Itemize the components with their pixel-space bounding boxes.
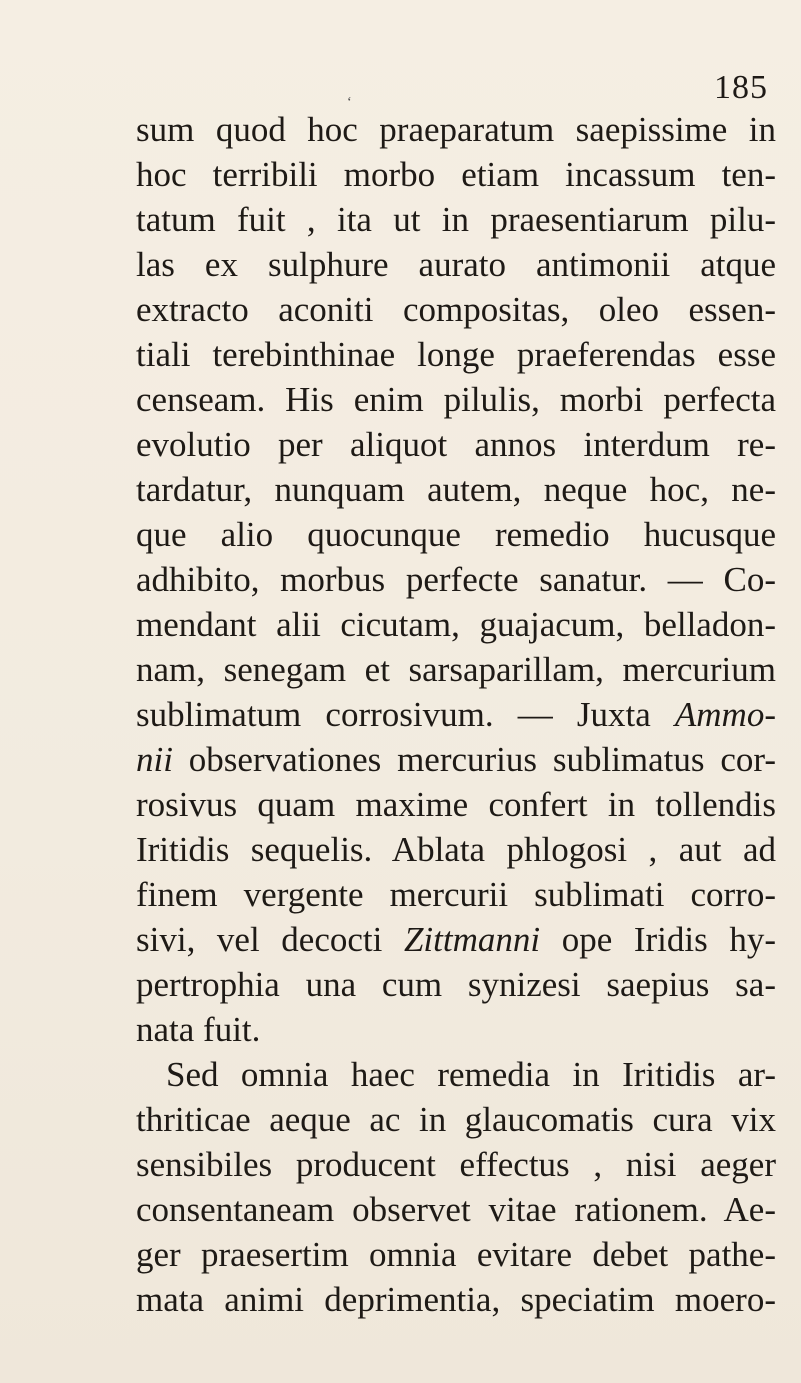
text-line: pertrophia una cum synizesi saepius sa- xyxy=(136,965,776,1004)
text-line: nata fuit. xyxy=(136,1010,261,1049)
text-line: Iritidis sequelis. Ablata phlogosi , aut ad xyxy=(136,830,776,869)
italic-name: Zittmanni xyxy=(403,920,541,959)
text-line: nam, senegam et sarsaparillam, mercurium xyxy=(136,650,776,689)
italic-name: Ammo- xyxy=(674,695,776,734)
italic-name: nii xyxy=(136,740,173,779)
text-line: mata animi deprimentia, speciatim moero- xyxy=(136,1280,776,1319)
text-line: sivi, vel decocti Zittmanni ope Iridis hy- xyxy=(136,920,776,959)
page-number: 185 xyxy=(714,69,768,106)
text-line: evolutio per aliquot annos interdum re- xyxy=(136,425,776,464)
text-line: sensibiles producent effectus , nisi aeger xyxy=(136,1145,776,1184)
text-line: thriticae aeque ac in glaucomatis cura vix xyxy=(136,1100,776,1139)
text-line: sublimatum corrosivum. — Juxta Ammo- xyxy=(136,695,776,734)
text-line: consentaneam observet vitae rationem. Ae- xyxy=(136,1190,776,1229)
text-line: tiali terebinthinae longe praeferendas esse xyxy=(136,335,776,374)
text-line: tardatur, nunquam autem, neque hoc, ne- xyxy=(136,470,776,509)
body-text xyxy=(136,107,776,1322)
text-line: las ex sulphure aurato antimonii atque xyxy=(136,245,776,284)
text-line: ger praesertim omnia evitare debet pathe- xyxy=(136,1235,776,1274)
text-line: censeam. His enim pilulis, morbi perfecta xyxy=(136,380,776,419)
text-line: extracto aconiti compositas, oleo essen- xyxy=(136,290,776,329)
text-line: nii observationes mercurius sublimatus cor- xyxy=(136,740,776,779)
text-line: sum quod hoc praeparatum saepissime in xyxy=(136,110,776,149)
text-line: tatum fuit , ita ut in praesentiarum pilu- xyxy=(136,200,776,239)
margin-mark: ‘ xyxy=(347,95,352,110)
paragraph-start-line: Sed omnia haec remedia in Iritidis ar- xyxy=(166,1055,776,1094)
text-line: mendant alii cicutam, guajacum, belladon- xyxy=(136,605,776,644)
text-line: rosivus quam maxime confert in tollendis xyxy=(136,785,776,824)
text-line: adhibito, morbus perfecte sanatur. — Co- xyxy=(136,560,776,599)
text-line: que alio quocunque remedio hucusque xyxy=(136,515,776,554)
text-line: hoc terribili morbo etiam incassum ten- xyxy=(136,155,776,194)
text-line: finem vergente mercurii sublimati corro- xyxy=(136,875,776,914)
